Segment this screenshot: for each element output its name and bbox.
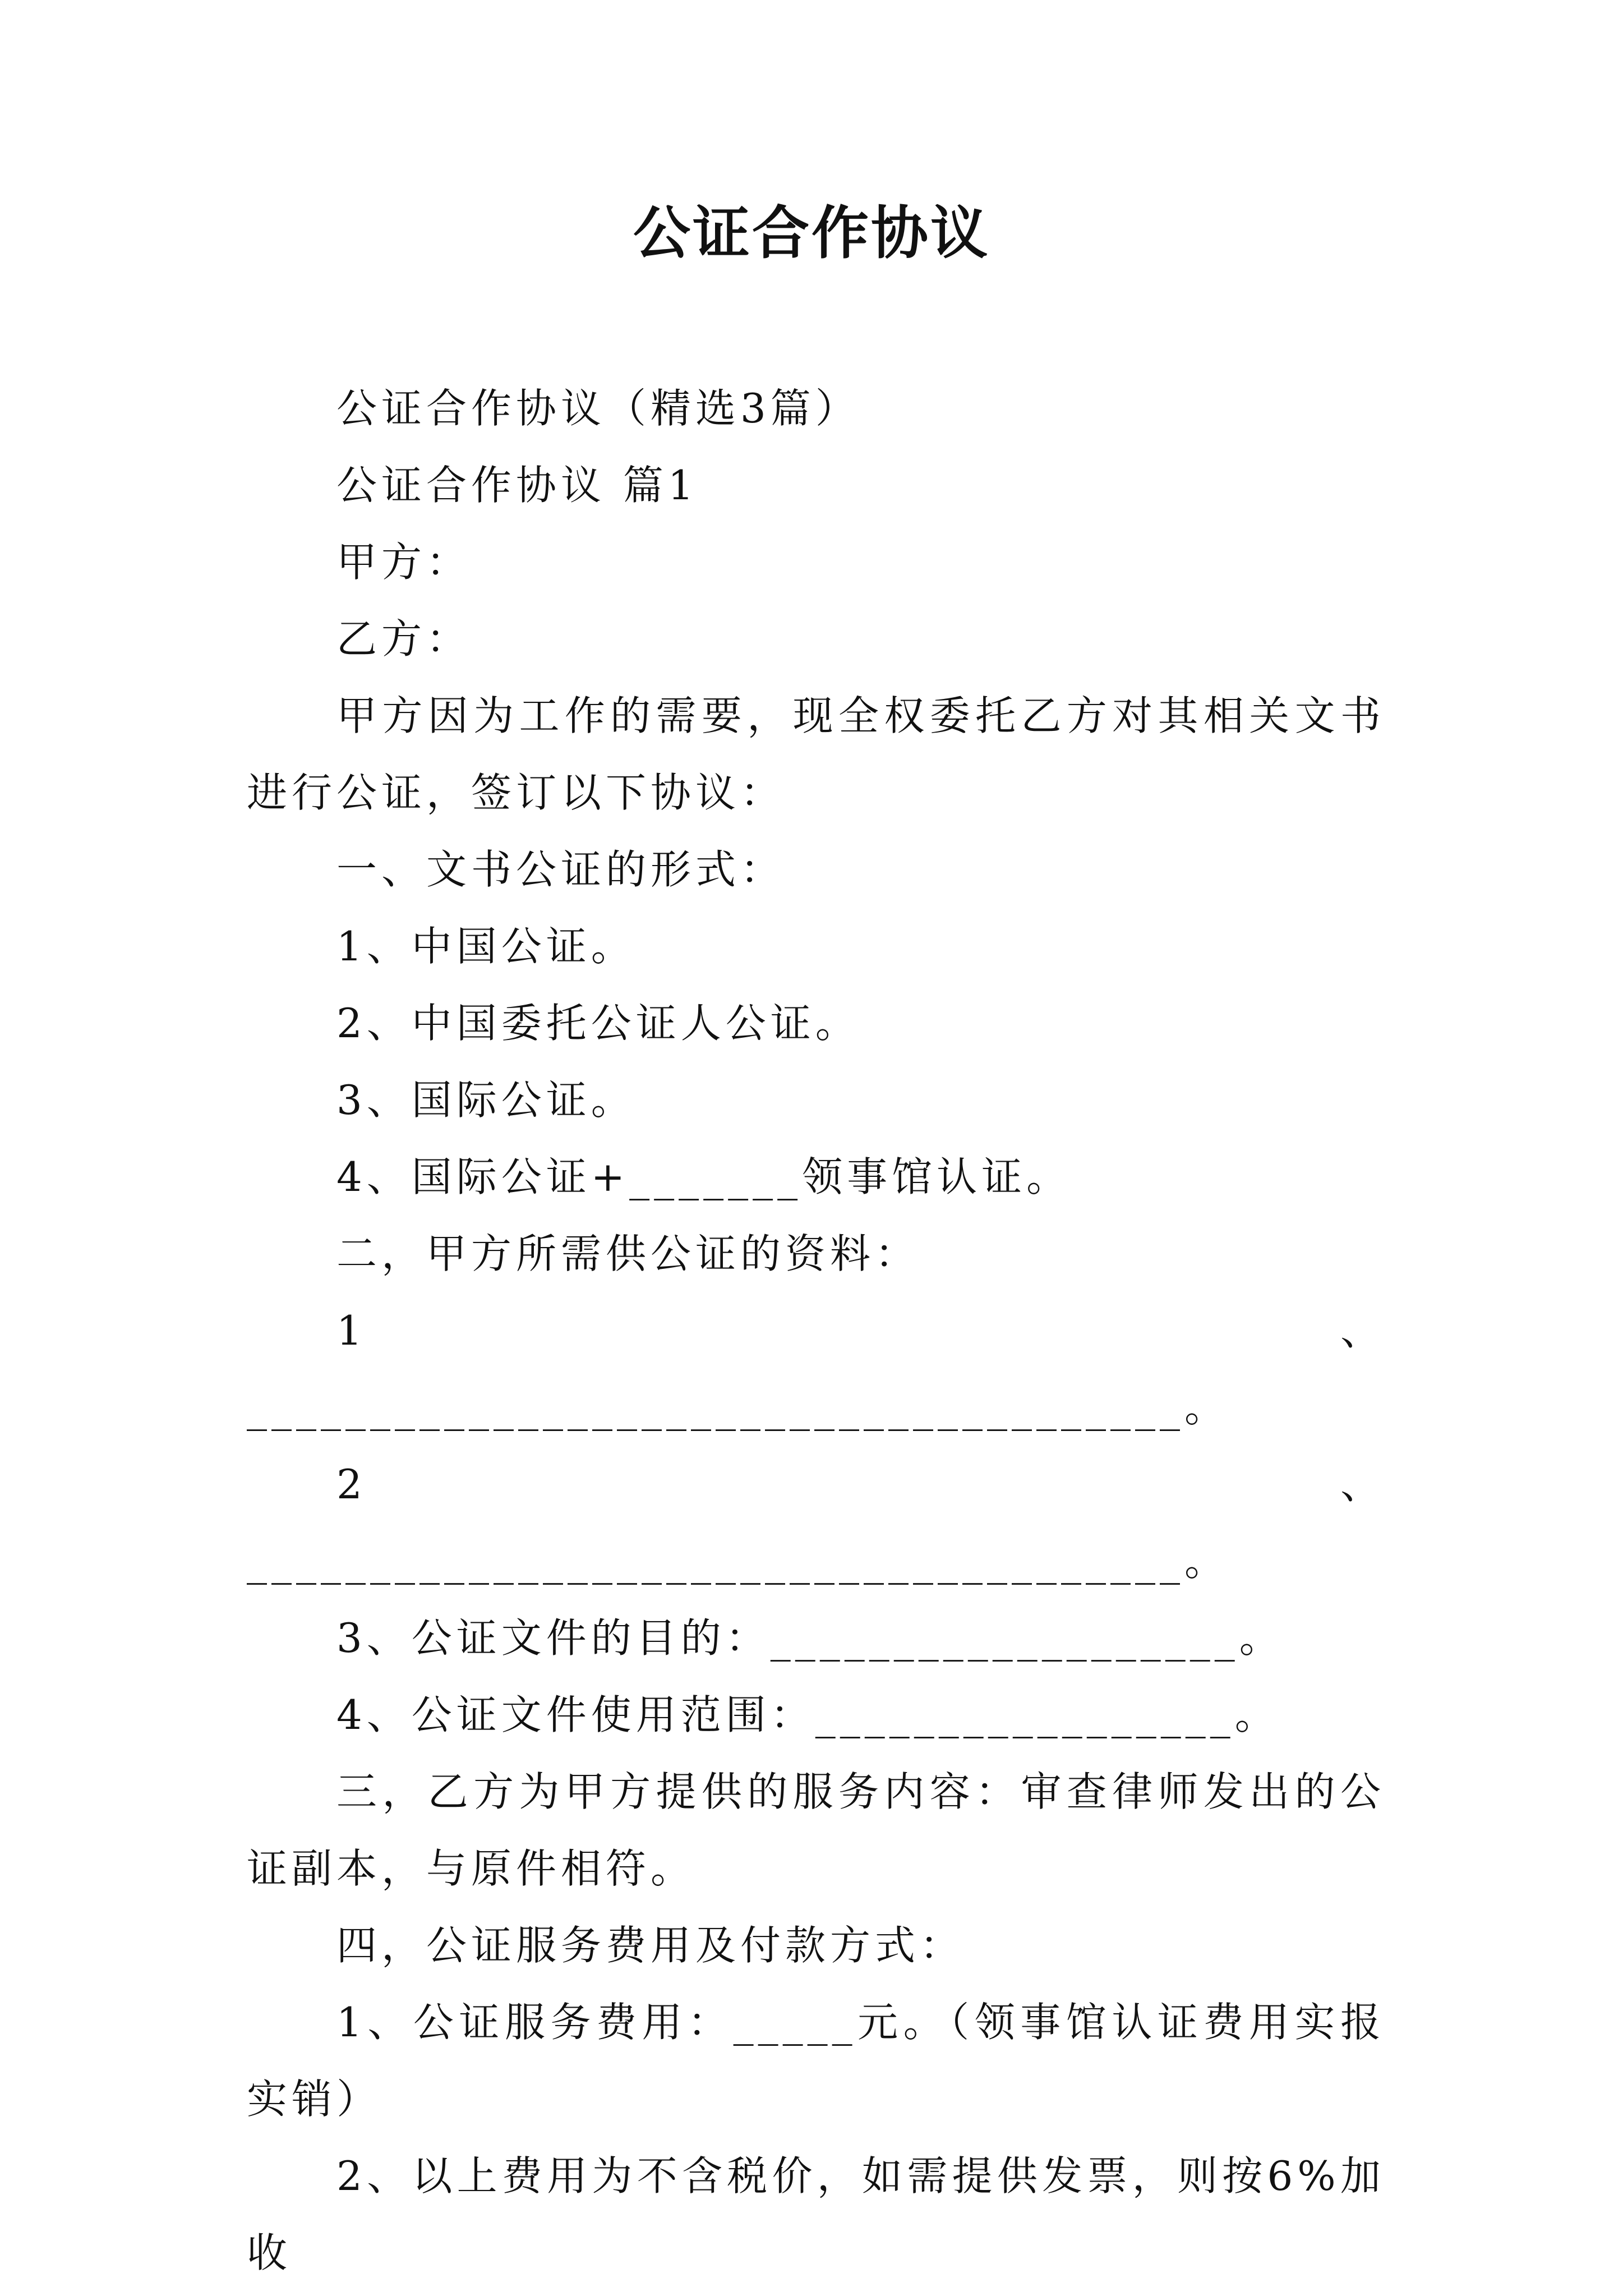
paragraph-clause-2-item-3: 3、公证文件的目的：___________________。 [336, 1614, 1284, 1662]
paragraph-party-b: 乙方： [336, 615, 472, 662]
paragraph-intro: 甲方因为工作的需要，现全权委托乙方对其相关文书进行公证，签订以下协议： [247, 692, 1385, 816]
paragraph-clause-4-item-2: 2、以上费用为不含税价，如需提供发票，则按6%加收 [247, 2152, 1385, 2276]
paragraph-clause-2-item-2: 2、______________________________________。 [247, 1461, 1385, 1585]
paragraph-clause-1-heading: 一、文书公证的形式： [336, 846, 786, 893]
paragraph-section-title: 公证合作协议 篇1 [336, 462, 698, 509]
paragraph-clause-2-item-1: 1、______________________________________。 [247, 1307, 1385, 1431]
paragraph-clause-1-item-1: 1、中国公证。 [336, 923, 636, 970]
paragraph-clause-1-item-4: 4、国际公证+_______领事馆认证。 [336, 1153, 1072, 1200]
paragraph-clause-1-item-3: 3、国际公证。 [336, 1076, 636, 1124]
paragraph-heading-selection: 公证合作协议（精选3篇） [336, 385, 860, 432]
document-title: 公证合作协议 [633, 200, 990, 267]
paragraph-clause-2-item-4: 4、公证文件使用范围：_________________。 [336, 1691, 1280, 1738]
paragraph-clause-4-item-1: 1、公证服务费用：_____元。（领事馆认证费用实报实销） [247, 1999, 1385, 2123]
paragraph-party-a: 甲方： [336, 539, 472, 586]
paragraph-clause-2-heading: 二，甲方所需供公证的资料： [336, 1230, 920, 1277]
paragraph-clause-3: 三，乙方为甲方提供的服务内容：审查律师发出的公证副本，与原件相符。 [247, 1768, 1385, 1892]
document-body [247, 370, 1385, 2292]
paragraph-clause-4-heading: 四，公证服务费用及付款方式： [336, 1922, 965, 1969]
paragraph-clause-1-item-2: 2、中国委托公证人公证。 [336, 1000, 860, 1047]
